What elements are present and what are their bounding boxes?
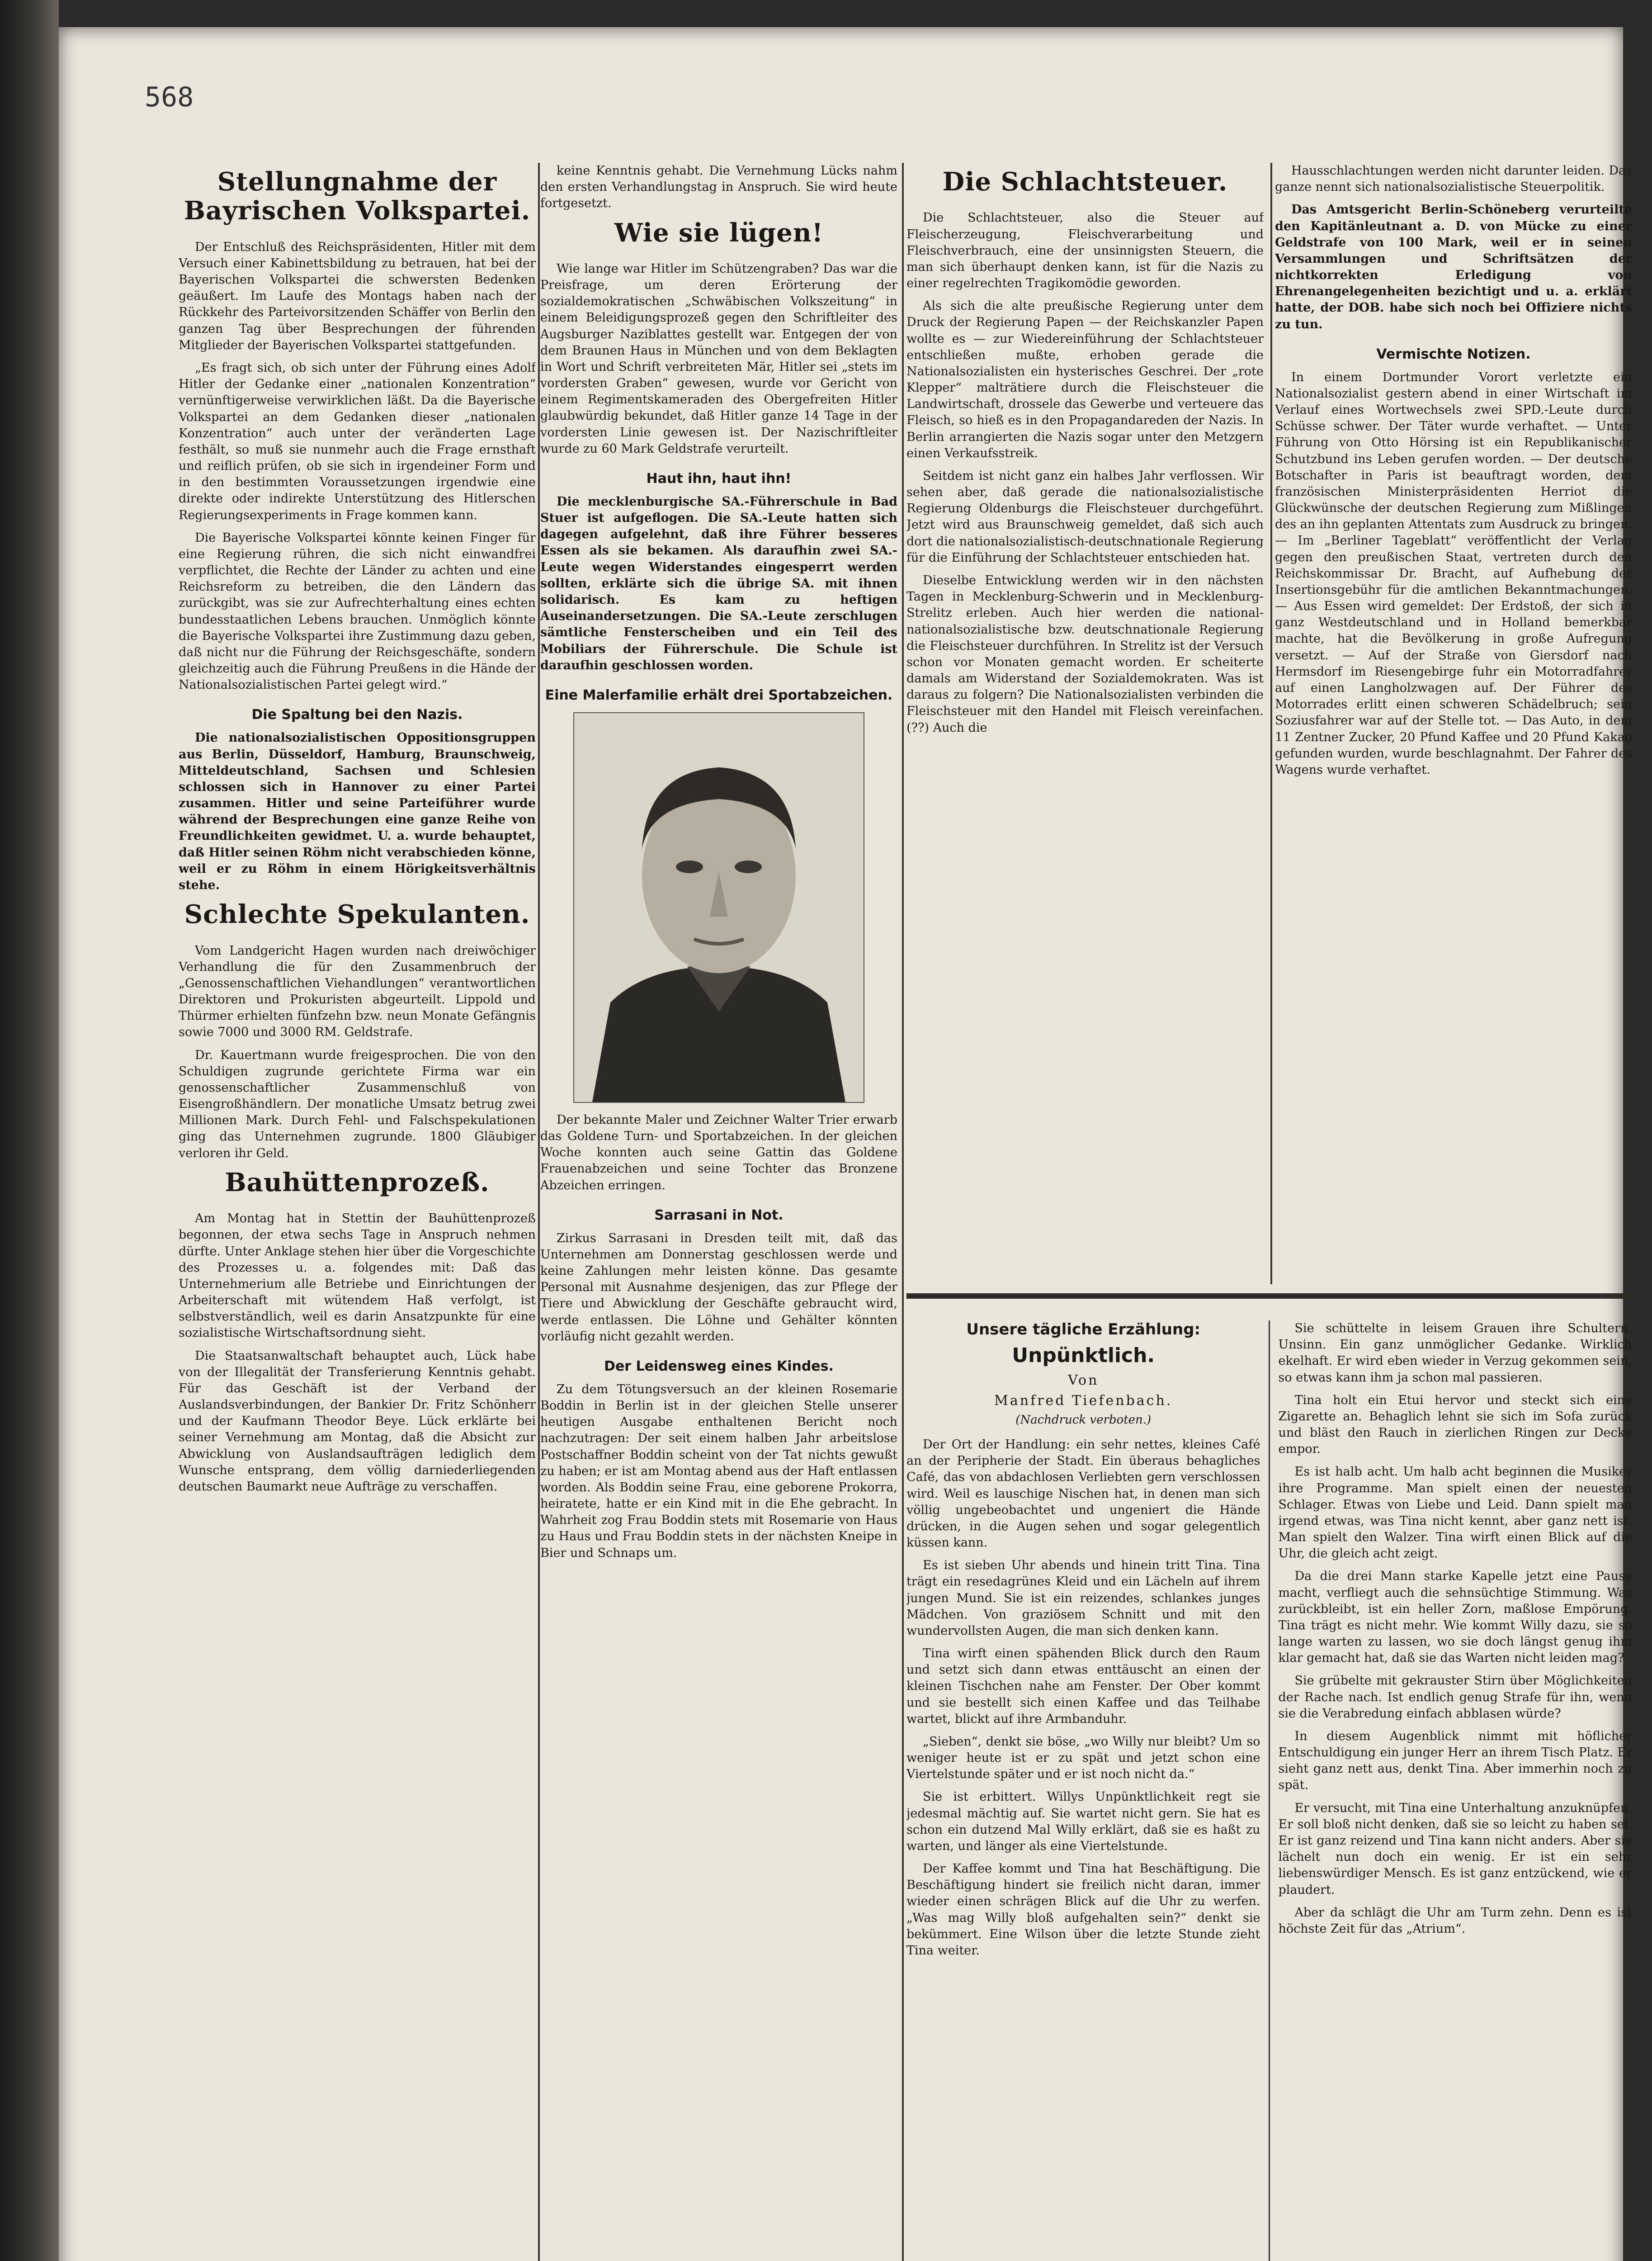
- story-paragraph: In diesem Augenblick nimmt mit höflicher Entschuldigung ein junger Herr an ihrem Tisch Platz. Er sieht ganz nett aus, denkt Tina. Aber immerhin noch zu spät.: [1278, 1729, 1632, 1793]
- column-rule: [538, 163, 540, 2261]
- story-columns: [906, 1320, 1632, 2261]
- story-paragraph: „Sieben“, denkt sie böse, „wo Willy nur bleibt? Um so weniger heute ist er zu spät und jetzt schon eine Viertelstunde später und er ist noch nicht da.“: [906, 1734, 1260, 1782]
- article-paragraph: Der Entschluß des Reichspräsidenten, Hitler mit dem Versuch einer Kabinettsbildung zu betrauen, hat bei der Bayerischen Volkspartei die schwersten Bedenken geäußert. Im Laufe des Montags haben nach der Rückkehr des Parteivorsitzenden Schäffer von Berlin den ganzen Tag über Besprechungen der führenden Mitglieder der Bayerischen Volkspartei stattgefunden.: [179, 240, 536, 352]
- story-paragraph: Sie grübelte mit gekrauster Stirn über Möglichkeiten der Rache nach. Ist endlich genug Strafe für ihn, wenn sie die Verabredung einfach abblasen würde?: [1278, 1674, 1632, 1721]
- headline-bauhuettenprozess: Bauhüttenprozeß.: [225, 1167, 490, 1197]
- article-paragraph: Wie lange war Hitler im Schützengraben? Das war die Preisfrage, um deren Erörterung der sozialdemokratischen „Schwäbischen Volkszeitung“ in einem Beleidigungsprozeß gegen den Schriftleiter des Augsburger Naziblattes gestellt war. Entgegen der von dem Braunen Haus in München und von dem Beklagten in Wort und Schrift verbreiteten Mär, Hitler sei „stets im vordersten Graben“ gewesen, wurde vor Gericht von einem Regimentskameraden des Obergefreiten Hitler glaubwürdig bekundet, daß Hitler ganze 14 Tage in der vordersten Linie gewesen ist. Der Nazischriftleiter wurde zu 60 Mark Geldstrafe verurteilt.: [540, 261, 897, 456]
- page-number: 568: [145, 81, 194, 113]
- article-paragraph: Die mecklenburgische SA.-Führerschule in Bad Stuer ist aufgeflogen. Die SA.-Leute hatten sich dagegen aufgelehnt, daß ihre Führer besseres Essen als sie bekamen. Als daraufhin zwei SA.-Leute wegen Widerstandes eingesperrt werden sollten, erklärte sich die übrige SA. mit ihnen solidarisch. Es kam zu heftigen Auseinandersetzungen. Die SA.-Leute zerschlugen sämtliche Fensterscheiben und ein Teil des Mobiliars der Führerschule. Die Schule ist daraufhin geschlossen worden.: [540, 494, 897, 672]
- notice-amtsgericht: Das Amtsgericht Berlin-Schöneberg verurteilte den Kapitänleutnant a. D. von Mücke zu einer Geldstrafe von 100 Mark, weil er in seinen Versammlungen und Schriftsätzen der nichtkorrekten Erledigung von Ehrenangelegenheiten bezichtigt und u. a. erklärt hatte, der DOB. habe sich noch bei Offiziere nichts zu tun.: [1275, 203, 1632, 331]
- article-paragraph: Die nationalsozialistischen Oppositionsgruppen aus Berlin, Düsseldorf, Hamburg, Braunschweig, Mitteldeutschland, Sachsen und Schlesien schlossen sich in Hannover zu einer Partei zusammen. Hitler und seine Parteiführer wurde während der Besprechungen eine ganze Reihe von Freundlichkeiten gewidmet. U. a. wurde behauptet, daß Hitler seinen Röhm nicht verabschieden könne, weil er zu Röhm in einem Hörigkeitsverhältnis stehe.: [179, 731, 536, 892]
- article-paragraph: In einem Dortmunder Vorort verletzte ein Nationalsozialist gestern abend in einer Wirtschaft im Verlauf eines Wortwechsels zwei SPD.-Leute durch Schüsse schwer. Der Täter wurde verhaftet. — Unter Führung von Otto Hörsing ist ein Republikanischer Schutzbund ins Leben gerufen worden. — Der deutsche Botschafter in Paris ist beauftragt worden, dem französischen Ministerpräsidenten Herriot die Glückwünsche der deutschen Regierung zum Mißlingen des an ihn geplanten Attentats zum Ausdruck zu bringen. — Im „Berliner Tageblatt“ veröffentlicht der Verlag gegen den preußischen Staat, vertreten durch den Reichskommissar Dr. Bracht, auf Aufhebung der Insertionsgebühr für die amtlichen Bekanntmachungen. — Aus Essen wird gemeldet: Der Erdstoß, der sich in ganz Westdeutschland und in Holland bemerkbar machte, hat die Bevölkerung in große Aufregung versetzt. — Auf der Straße von Giersdorf nach Hermsdorf im Riesengebirge fuhr ein Motorradfahrer auf einen Langholzwagen auf. Der Führer des Motorrades erlitt einen schweren Schädelbruch; sein Soziusfahrer war auf der Stelle tot. — Das Auto, in dem 11 Zentner Zucker, 20 Pfund Kaffee und 20 Pfund Kakao gefunden wurden, wurde beschlagnahmt. Der Fahrer des Wagens wurde verhaftet.: [1275, 370, 1632, 777]
- article-paragraph: Die Staatsanwaltschaft behauptet auch, Lück habe von der Illegalität der Transferierung Kenntnis gehabt. Für das Geschäft ist der Verband der Auslandsverbindungen, der Bankier Dr. Fritz Schönherr und der Kaufmann Theodor Beye. Lück erklärte bei seiner Vernehmung am Montag, daß die Absicht zur Abwicklung von Auslandsaufträgen lediglich dem Wunsche entsprang, dem völlig darniederliegenden deutschen Baumarkt neue Aufträge zu verschaffen.: [179, 1348, 536, 1494]
- subheading-leidensweg: Der Leidensweg eines Kindes.: [604, 1358, 834, 1374]
- column-2: [540, 163, 897, 2261]
- story-paragraph: Es ist halb acht. Um halb acht beginnen die Musiker ihre Programme. Man spielt einen der neuesten Schlager. Etwas von Liebe und Leid. Dann spielt man irgend etwas, was Tina nicht kennt, aber ganz nett ist. Man spielt den Walzer. Tina wirft einen Blick auf die Uhr, die gleich acht zeigt.: [1278, 1465, 1632, 1561]
- article-paragraph: Die Bayerische Volkspartei könnte keinen Finger für eine Regierung rühren, die sich nicht einwandfrei verpflichtet, die Rechte der Länder zu achten und eine Reichsreform zu betreiben, die den Ländern das zurückgibt, was sie zur Aufrechterhaltung eines echten bundesstaatlichen Lebens brauchen. Unmöglich könnte die Bayerische Volkspartei ihre Zustimmung dazu geben, daß nicht nur die Führung der Reichsgeschäfte, sondern gleichzeitig auch die Führung Preußens in die Hände der Nationalsozialistischen Partei gelegt wird.“: [179, 530, 536, 692]
- article-paragraph: Dr. Kauertmann wurde freigesprochen. Die von den Schuldigen zugrunde gerichtete Firma war ein genossenschaftlicher Zusammenschluß von Eisengroßhändlern. Der monatliche Umsatz betrug zwei Millionen Mark. Durch Fehl- und Falschspekulationen ging das Unternehmen zugrunde. 1800 Gläubiger verloren ihr Geld.: [179, 1048, 536, 1160]
- headline-wie-sie-luegen: Wie sie lügen!: [614, 218, 824, 248]
- story-paragraph: Sie ist erbittert. Willys Unpünktlichkeit regt sie jedesmal mächtig auf. Sie wartet nicht gern. Sie hat es schon ein dutzend Mal Willy erklärt, daß sie es haßt zu warten, und länger als eine Viertelstunde.: [906, 1790, 1260, 1853]
- article-paragraph: Die Schlachtsteuer, also die Steuer auf Fleischerzeugung, Fleischverarbeitung und Fleischverbrauch, eine der unsinnigsten Steuern, die man sich überhaupt denken kann, ist für die Nazis zu einer regelrechten Tragikomödie geworden.: [906, 211, 1264, 291]
- story-paragraph: Er versucht, mit Tina eine Unterhaltung anzuknüpfen. Er soll bloß nicht denken, daß sie so leicht zu haben sei. Er ist ganz reizend und Tina kann nicht anders. Aber sie lächelt nun doch ein wenig. Er ist ein sehr liebenswürdiger Mensch. Es ist ganz entzückend, wie er plaudert.: [1278, 1801, 1632, 1897]
- story-paragraph: Tina holt ein Etui hervor und steckt sich eine Zigarette an. Behaglich lehnt sie sich im Sofa zurück und bläst den Rauch in zierlichen Ringen zur Decke empor.: [1278, 1393, 1632, 1457]
- photo-title: Eine Malerfamilie erhält drei Sportabzeichen.: [545, 687, 893, 703]
- story-paragraph: Der Ort der Handlung: ein sehr nettes, kleines Café an der Peripherie der Stadt. Ein überaus behagliches Café, das von abdachlosen Verliebten gern verschlossen wird. Weil es lauschige Nischen hat, in denen man sich völlig ungebeobachtet und ungeniert die Hände drücken, in die Augen sehen und sogar gelegentlich küssen kann.: [906, 1438, 1260, 1550]
- article-paragraph: Zirkus Sarrasani in Dresden teilt mit, daß das Unternehmen am Donnerstag geschlossen werde und keine Zahlungen mehr leisten könne. Das gesamte Personal mit Ausnahme desjenigen, das zur Pflege der Tiere und Abwicklung der Geschäfte gebraucht wird, werde entlassen. Die Löhne und Gehälter könnten vorläufig nicht gezahlt werden.: [540, 1231, 897, 1343]
- portrait-illustration: [574, 713, 864, 1102]
- story-paragraph: Tina wirft einen spähenden Blick durch den Raum und setzt sich dann etwas enttäuscht an einen der kleinen Tischchen nahe am Fenster. Der Ober kommt und sie bestellt sich einen Kaffee und das Teilhabe wartet, blickt auf ihre Armbanduhr.: [906, 1646, 1260, 1726]
- headline-schlachtsteuer: Die Schlachtsteuer.: [942, 167, 1228, 197]
- story-paragraph: Sie schüttelte in leisem Grauen ihre Schultern. Unsinn. Ein ganz unmöglicher Gedanke. Wirklich ekelhaft. Er wird eben wieder in Verzug gekommen sein, so etwas kann ihm ja schon mal passieren.: [1278, 1321, 1632, 1385]
- article-paragraph: Dieselbe Entwicklung werden wir in den nächsten Tagen in Mecklenburg-Schwerin und in Mecklenburg-Strelitz erleben. Auch hier werden die national-nationalsozialistische bzw. deutschnationale Regierung die Fleischsteuer durchführen. In Strelitz ist der Versuch schon vor Monaten gemacht worden. Er scheiterte damals am Widerstand der Sozialdemokraten. Was ist daraus zu folgern? Die Nationalsozialisten verbinden die Fleischsteuer mit den Handel mit Fleisch vereinfachen. (??) Auch die: [906, 573, 1264, 735]
- subheading-haut-ihn: Haut ihn, haut ihn!: [646, 470, 792, 487]
- column-rule: [902, 163, 904, 2261]
- article-paragraph: Am Montag hat in Stettin der Bauhüttenprozeß begonnen, der etwa sechs Tage in Anspruch nehmen dürfte. Unter Anklage stehen hier über die Vorgeschichte des Prozesses u. a. folgendes mit: Daß das Unternehmerium alle Betriebe und Einrichtungen der Arbeiterschaft mit wütendem Haß verfolgt, ist selbstverständlich, weil es darin Ansatzpunkte für eine sozialistische Wirtschaftsordnung sieht.: [179, 1211, 536, 1340]
- column-1: [179, 163, 536, 2261]
- column-3: [906, 163, 1264, 1284]
- subheading-vermischte-notizen: Vermischte Notizen.: [1376, 346, 1531, 362]
- article-paragraph: Vom Landgericht Hagen wurden nach dreiwöchiger Verhandlung die für den Zusammenbruch der „Genossenschaftlichen Viehandlungen“ verantwortlichen Direktoren und Prokuristen abgeurteilt. Lippold und Thürmer erhielten fünfzehn bzw. neun Monate Gefängnis sowie 7000 und 3000 RM. Geldstrafe.: [179, 943, 536, 1040]
- subheading-spaltung: Die Spaltung bei den Nazis.: [251, 707, 463, 723]
- story-paragraph: Der Kaffee kommt und Tina hat Beschäftigung. Die Beschäftigung hindert sie freilich nicht daran, immer wieder einen schrägen Blick auf die Uhr zu werfen. „Was mag Willy bloß aufgehalten sein?“ denkt sie bekümmert. Eine Wilson über die letzte Stunde zieht Tina weiter.: [906, 1862, 1260, 1958]
- headline-schlechte-spekulanten: Schlechte Spekulanten.: [184, 899, 530, 930]
- story-paragraph: Da die drei Mann starke Kapelle jetzt eine Pause macht, verfliegt auch die sehnsüchtige Stimmung. Was zurückbleibt, ist ein heller Zorn, maßlose Empörung. Tina trägt es nicht mehr. Wie kommt Willy dazu, sie so lange warten zu lassen, wo sie doch längst genug ihm klar gemacht hat, daß sie das Warten nicht leiden mag?: [1278, 1569, 1632, 1665]
- column-rule: [1270, 163, 1272, 1284]
- article-paragraph: Zu dem Tötungsversuch an der kleinen Rosemarie Boddin in Berlin ist in der gleichen Stelle unserer heutigen Ausgabe enthaltenen Bericht noch nachzutragen: Der seit einem halben Jahr arbeitslose Postschaffner Boddin scheint von der Tat nichts gewußt zu haben; er ist am Montag abend aus der Haft entlassen worden. Als Boddin seine Frau, eine geborene Prokorra, heiratete, hatte er ein Kind mit in die Ehe gebracht. In Wahrheit zog Frau Boddin stets mit Rosemarie von Haus zu Haus und Frau Boddin stets in der nächsten Kneipe in Bier und Schnaps um.: [540, 1382, 897, 1560]
- story-author: Manfred Tiefenbach.: [994, 1393, 1173, 1409]
- story-paragraph: Es ist sieben Uhr abends und hinein tritt Tina. Tina trägt ein resedagrünes Kleid und ein Lächeln auf ihrem jungen Mund. Sie ist ein reizendes, schlankes junges Mädchen. Von graziösem Schnitt und mit den wundervollsten Augen, die man sich denken kann.: [906, 1558, 1260, 1638]
- photo-caption: Der bekannte Maler und Zeichner Walter Trier erwarb das Goldene Turn- und Sportabzeichen. In der gleichen Woche konnten auch seine Gattin das Goldene Frauenabzeichen und seine Tochter das Bronzene Abzeichen erringen.: [540, 1112, 897, 1192]
- story-byline-prefix: Von: [1068, 1372, 1099, 1388]
- story-kicker: Unsere tägliche Erzählung:: [966, 1320, 1201, 1339]
- headline-bayrische-volkspartei: Stellungnahme der Bayrischen Volkspartei.: [184, 167, 531, 226]
- column-4: [1275, 163, 1632, 1284]
- section-divider: [906, 1293, 1632, 1299]
- article-paragraph: Als sich die alte preußische Regierung unter dem Druck der Regierung Papen — der Reichskanzler Papen wollte es — zur Wiedereinführung der Schlachtsteuer entschließen mußte, erhoben gerade die Nationalsozialisten ein hysterisches Geschrei. Der „rote Klepper“ malträtiere durch die Fleischsteuer die Landwirtschaft, drossele das Gewerbe und verteuere das Fleisch, so hieß es in den Propagandareden der Nazis. In Berlin arrangierten die Nazis sogar unter den Metzgern einen Verkaufsstreik.: [906, 299, 1264, 460]
- article-paragraph: Hausschlachtungen werden nicht darunter leiden. Das ganze nennt sich nationalsozialistische Steuerpolitik.: [1275, 164, 1632, 194]
- book-binding: [0, 0, 59, 2261]
- article-paragraph: „Es fragt sich, ob sich unter der Führung eines Adolf Hitler der Gedanke einer „nationalen Konzentration“ vernünftigerweise verwirklichen läßt. Da die Bayerische Volkspartei an dem Gedanken dieser „nationalen Konzentration“ auch unter der veränderten Lage festhält, so muß sie nunmehr auch die Frage ernsthaft und reiflich prüfen, ob sie sich in irgendeiner Form und in den bestimmten Voraussetzungen irgendwie eine direkte oder indirekte Unterstützung des Hitlerschen Regierungsexperiments in Frage kommen kann.: [179, 360, 536, 522]
- article-paragraph: Seitdem ist nicht ganz ein halbes Jahr verflossen. Wir sehen aber, daß gerade die nationalsozialistische Regierung Oldenburgs die Fleischsteuer durchgeführt. Jetzt wird aus Braunschweig gemeldet, daß sich auch dort die nationalsozialistisch-deutschnationale Regierung für die Einführung der Schlachtsteuer entschieden hat.: [906, 468, 1264, 565]
- portrait-photo: [573, 712, 864, 1103]
- story-copyright-note: (Nachdruck verboten.): [1015, 1413, 1152, 1427]
- story-paragraph: Aber da schlägt die Uhr am Turm zehn. Denn es ist höchste Zeit für das „Atrium“.: [1278, 1905, 1632, 1936]
- article-paragraph: keine Kenntnis gehabt. Die Vernehmung Lücks nahm den ersten Verhandlungstag in Anspruch. Sie wird heute fortgesetzt.: [540, 164, 897, 211]
- subheading-sarrasani: Sarrasani in Not.: [654, 1207, 784, 1223]
- story-title: Unpünktlich.: [1012, 1344, 1155, 1367]
- serial-story: [906, 1320, 1632, 2261]
